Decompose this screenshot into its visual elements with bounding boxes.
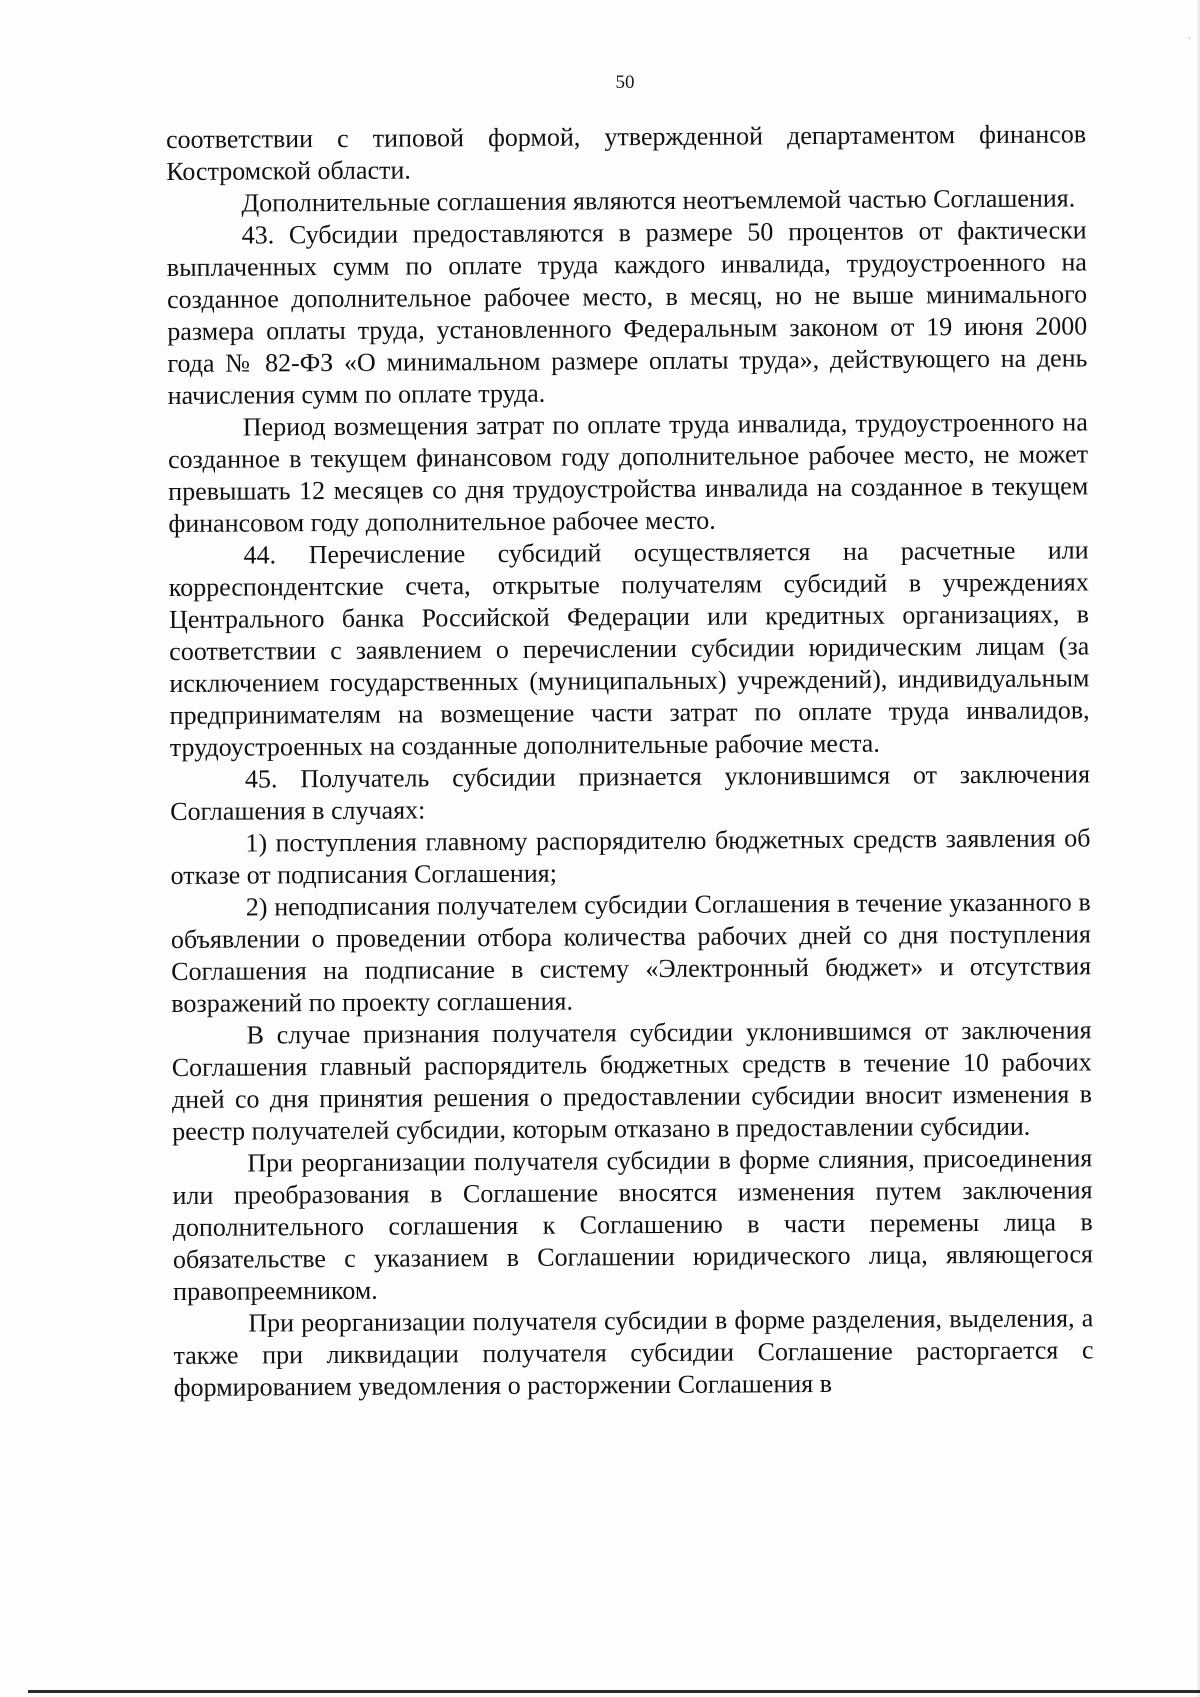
bottom-scan-border: [28, 1690, 1200, 1693]
paragraph-continuation: соответствии с типовой формой, утвержденной департаментом финансов Костромской области.: [166, 119, 1087, 186]
paragraph-reorganization-merger: При реорганизации получателя субсидии в форме слияния, присоединения или преобразования в Соглашение вносятся изменения путем заключения дополнительного соглашения к Соглашению в части перемены лица в обязательстве с указанием в Соглашении юридического лица, являющегося правопреемником.: [172, 1143, 1094, 1306]
paragraph-case-2: 2) неподписания получателем субсидии Соглашения в течение указанного в объявлении о проведении отбора количества рабочих дней со дня поступления Соглашения на подписание в систему «Электронный бюджет» и отсутствия возражений по проекту соглашения.: [170, 887, 1092, 1018]
paragraph-additional-agreements: Дополнительные соглашения являются неотъемлемой частью Соглашения.: [241, 183, 1076, 218]
paragraph-reimbursement-period: Период возмещения затрат по оплате труда инвалида, трудоустроенного на созданное в текущем финансовом году дополнительное рабочее место, не может превышать 12 месяцев со дня трудоустройства инвалида на созданное в текущем финансовом году дополнительное рабочее место.: [167, 407, 1089, 538]
paragraph-evasion-consequence: В случае признания получателя субсидии уклонившимся от заключения Соглашения главный распорядитель бюджетных средств в течение 10 рабочих дней со дня принятия решения о предоставлении субсидии вносит изменения в реестр получателей субсидии, которым отказано в предоставлении субсидии.: [171, 1015, 1093, 1146]
paragraph-clause-44: 44. Перечисление субсидий осуществляется на расчетные или корреспондентские счета, открытые получателям субсидий в учреждениях Центрального банка Российской Федерации или кредитных организациях, в соответствии с заявлением о перечислении субсидии юридическим лицам (за исключением государственных (муниципальных) учреждений), индивидуальным предпринимателям на возмещение части затрат по оплате труда инвалидов, трудоустроенных на созданные дополнительные рабочие места.: [168, 535, 1090, 762]
scan-corner-mark: ·: [1188, 34, 1191, 43]
scan-right-edge: [1196, 0, 1200, 1697]
paragraph-clause-45: 45. Получатель субсидии признается уклонившимся от заключения Соглашения в случаях:: [170, 759, 1091, 826]
paragraph-case-1: 1) поступления главному распорядителю бюджетных средств заявления об отказе от подписания Соглашения;: [170, 823, 1091, 890]
paragraph-reorganization-division: При реорганизации получателя субсидии в форме разделения, выделения, а также при ликвидации получателя субсидии Соглашение расторгается с формированием уведомления о расторжении Соглашения в: [173, 1303, 1094, 1402]
document-body: [166, 118, 1094, 1404]
paragraph-clause-43: 43. Субсидии предоставляются в размере 50 процентов от фактически выплаченных сумм по оплате труда каждого инвалида, трудоустроенного на созданное дополнительное рабочее место, в месяц, но не выше минимального размера оплаты труда, установленного Федеральным законом от 19 июня 2000 года № 82-ФЗ «О минимальном размере оплаты труда», действующего на день начисления сумм по оплате труда.: [166, 215, 1088, 410]
page-number: 50: [615, 72, 635, 93]
